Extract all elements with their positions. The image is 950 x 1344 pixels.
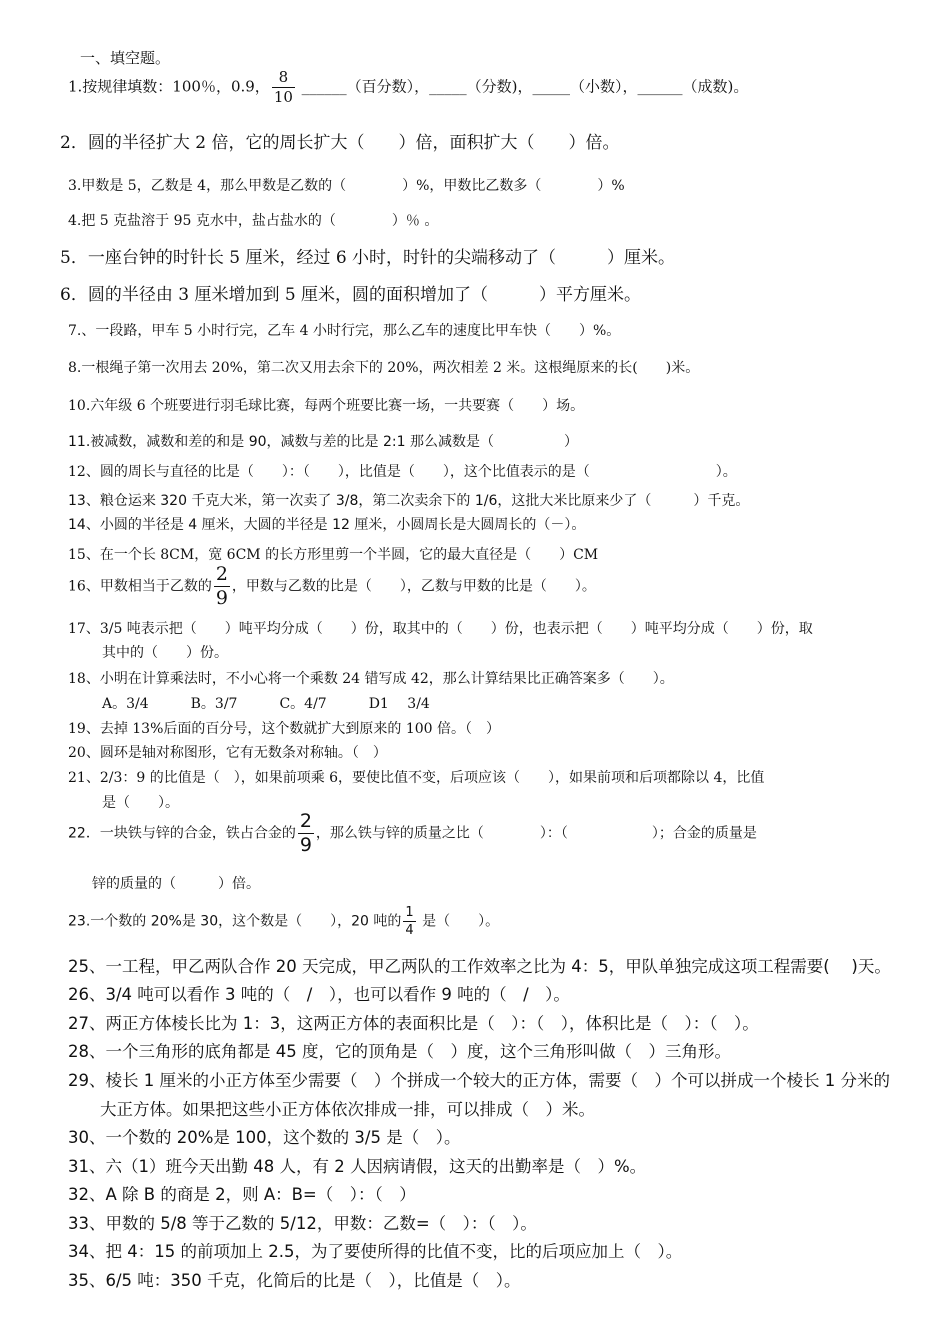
fraction-numerator: 8 [272, 70, 295, 88]
question-7: 7.、一段路，甲车 5 小时行完，乙车 4 小时行完，那么乙车的速度比甲车快（ ）%。 [68, 323, 621, 339]
question-18-options: A。3/4 B。3/7 C。4/7 D1 3/4 [102, 696, 430, 712]
question-1 [68, 70, 748, 105]
question-5: 5．一座台钟的时针长 5 厘米，经过 6 小时，时针的尖端移动了（ ）厘米。 [60, 248, 676, 268]
fraction-numerator: 1 [405, 905, 414, 920]
fraction-denominator: 9 [215, 587, 228, 609]
question-22-post: ，那么铁与锌的质量之比（ ）：（ ）；合金的质量是 [315, 825, 757, 842]
question-29-line-1: 29、棱长 1 厘米的小正方体至少需要（ ）个拼成一个较大的正方体，需要（ ）个可以拼成一个棱长 1 分米的 [68, 1071, 890, 1090]
question-31: 31、六（1）班今天出勤 48 人，有 2 人因病请假，这天的出勤率是（ ）%。 [68, 1157, 647, 1176]
question-17-line-1: 17、3/5 吨表示把（ ）吨平均分成（ ）份，取其中的（ ）份，也表示把（ ）吨平均分成（ ）份，取 [68, 621, 813, 637]
question-26: 26、3/4 吨可以看作 3 吨的（ / ），也可以看作 9 吨的（ / ）。 [68, 985, 570, 1004]
question-8: 8.一根绳子第一次用去 20%，第二次又用去余下的 20%，两次相差 2 米。这根绳原来的长( )米。 [68, 360, 700, 376]
question-22 [68, 812, 757, 855]
question-16-post: ，甲数与乙数的比是（ ），乙数与甲数的比是（ ）。 [231, 578, 596, 595]
question-4: 4.把 5 克盐溶于 95 克水中，盐占盐水的（ ）％ 。 [68, 213, 439, 229]
fraction-numerator: 2 [299, 810, 312, 832]
fraction [403, 906, 415, 937]
question-30: 30、一个数的 20%是 100，这个数的 3/5 是（ ）。 [68, 1128, 461, 1147]
question-13: 13、粮仓运来 320 千克大米，第一次卖了 3/8，第二次卖余下的 1/6，这批大米比原来少了（ ）千克。 [68, 493, 750, 509]
question-15: 15、在一个长 8CM，宽 6CM 的长方形里剪一个半圆，它的最大直径是（ ）CM [68, 547, 599, 563]
question-19: 19、去掉 13%后面的百分号，这个数就扩大到原来的 100 倍。（ ） [68, 721, 501, 737]
fraction-numerator: 2 [215, 563, 228, 585]
question-21-line-1: 21、2/3：9 的比值是（ ），如果前项乘 6，要使比值不变，后项应该（ ），如果前项和后项都除以 4，比值 [68, 770, 765, 786]
question-14: 14、小圆的半径是 4 厘米，大圆的半径是 12 厘米，小圆周长是大圆周长的（－）。 [68, 517, 586, 533]
question-21-line-2: 是（ ）。 [102, 795, 179, 811]
question-10: 10.六年级 6 个班要进行羽毛球比赛，每两个班要比赛一场，一共要赛（ ）场。 [68, 398, 585, 414]
fraction [272, 70, 295, 105]
fraction-denominator: 9 [299, 834, 312, 856]
question-23-post: 是（ ）。 [417, 913, 500, 930]
question-1-post: ______（百分数），_____（分数)，_____（小数），______（成数)。 [296, 77, 749, 96]
question-22-line-2: 锌的质量的（ ）倍。 [92, 876, 260, 892]
question-27: 27、两正方体棱长比为 1：3，这两正方体的表面积比是（ ）：（ ），体积比是（ ）：（ ）。 [68, 1014, 759, 1033]
question-11: 11.被减数，减数和差的和是 90，减数与差的比是 2:1 那么减数是（ ） [68, 434, 578, 450]
question-34: 34、把 4：15 的前项加上 2.5，为了要使所得的比值不变，比的后项应加上（ ）。 [68, 1242, 683, 1261]
question-2: 2．圆的半径扩大 2 倍，它的周长扩大（ ）倍，面积扩大（ ）倍。 [60, 133, 620, 153]
question-28: 28、一个三角形的底角都是 45 度，它的顶角是（ ）度，这个三角形叫做（ ）三角形。 [68, 1042, 731, 1061]
question-16-pre: 16、甲数相当于乙数的 [68, 578, 212, 595]
question-32: 32、A 除 B 的商是 2，则 A：B=（ ）：（ ） [68, 1185, 416, 1204]
question-18: 18、小明在计算乘法时，不小心将一个乘数 24 错写成 42，那么计算结果比正确答案多（ ）。 [68, 671, 674, 687]
fraction [298, 812, 314, 855]
question-23-pre: 23.一个数的 20%是 30，这个数是（ ），20 吨的 [68, 913, 402, 930]
question-17-line-2: 其中的（ ）份。 [102, 645, 228, 661]
question-20: 20、圆环是轴对称图形，它有无数条对称轴。（ ） [68, 745, 387, 761]
question-29-line-2: 大正方体。如果把这些小正方体依次排成一排，可以排成（ ）米。 [100, 1100, 595, 1119]
question-1-pre: 1.按规律填数：100％，0.9， [68, 77, 270, 96]
section-title: 一、填空题。 [80, 49, 171, 67]
question-3: 3.甲数是 5，乙数是 4，那么甲数是乙数的（ ）%，甲数比乙数多（ ）% [68, 178, 625, 194]
fraction-denominator: 4 [405, 923, 414, 938]
fraction-denominator: 10 [273, 88, 293, 106]
fraction [214, 565, 230, 608]
question-6: 6．圆的半径由 3 厘米增加到 5 厘米，圆的面积增加了（ ）平方厘米。 [60, 285, 642, 305]
question-12: 12、圆的周长与直径的比是（ ）：（ ），比值是（ ），这个比值表示的是（ ）。 [68, 464, 737, 480]
question-25: 25、一工程，甲乙两队合作 20 天完成，甲乙两队的工作效率之比为 4：5，甲队单独完成这项工程需要( )天。 [68, 957, 891, 976]
question-23 [68, 906, 499, 937]
question-16 [68, 565, 596, 608]
question-22-pre: 22．一块铁与锌的合金，铁占合金的 [68, 825, 296, 842]
question-35: 35、6/5 吨：350 千克，化简后的比是（ ），比值是（ ）。 [68, 1271, 521, 1290]
question-33: 33、甲数的 5/8 等于乙数的 5/12，甲数：乙数=（ ）：（ ）。 [68, 1214, 537, 1233]
